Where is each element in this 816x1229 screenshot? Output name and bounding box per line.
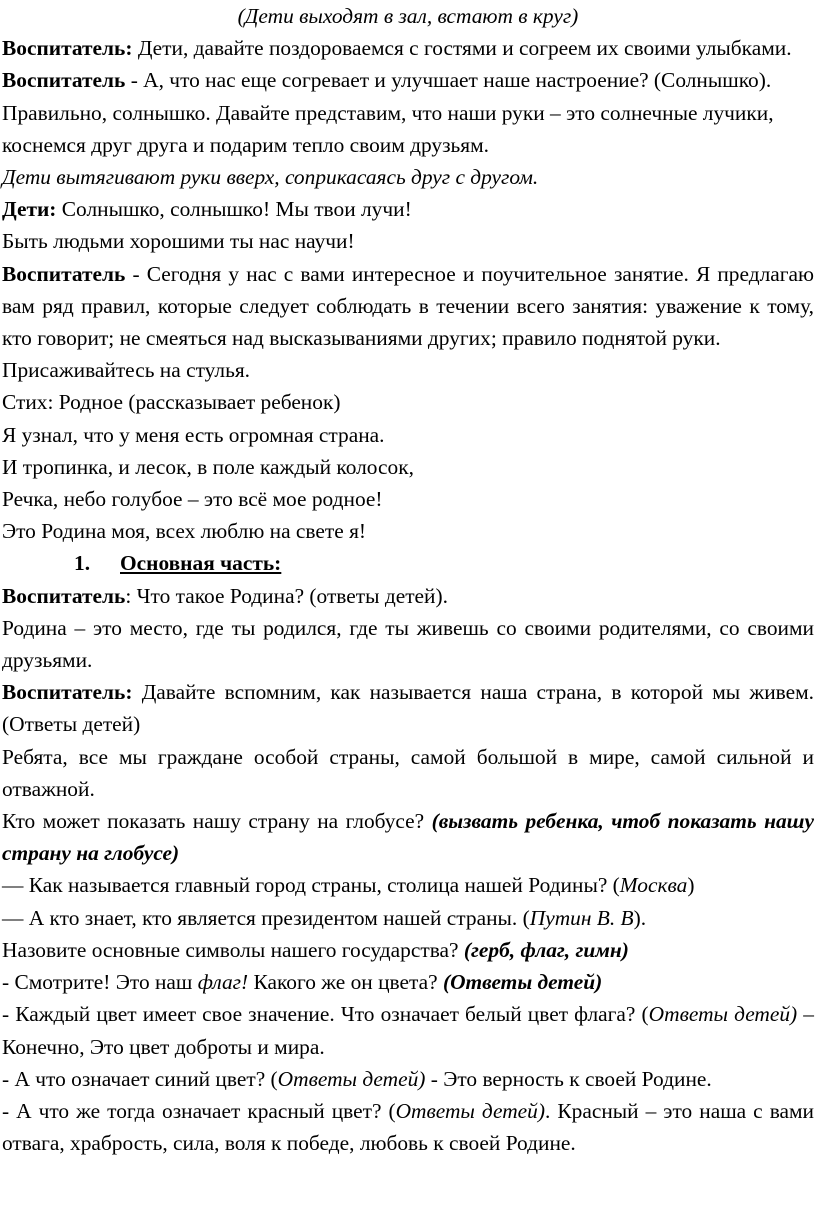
line-text: Ребята, все мы граждане особой страны, самой большой в мире, самой сильной и отважной. <box>2 744 814 801</box>
line-text: Речка, небо голубое – это всё мое родное! <box>2 487 383 512</box>
speech-text: Солнышко, солнышко! Мы твои лучи! <box>56 197 412 222</box>
line-text: - Смотрите! Это наш <box>2 970 198 995</box>
line-text: Кто может показать нашу страну на глобусе? <box>2 809 432 834</box>
answer-text: Ответы детей) <box>277 1066 426 1091</box>
paragraph-line <box>2 354 814 386</box>
paragraph-president <box>2 902 814 934</box>
line-text: - Каждый цвет имеет свое значение. Что означает белый цвет флага? ( <box>2 1002 649 1027</box>
stage-text: (вызвать ребенка, чтоб показать нашу страну на глобусе) <box>2 809 814 866</box>
speech-text: Дети, давайте поздороваемся с гостями и согреем их своими улыбками. <box>132 36 792 61</box>
speaker-label: Воспитатель <box>2 583 126 608</box>
line-text: - А что же тогда означает красный цвет? ( <box>2 1098 396 1123</box>
speech-text: : Что такое Родина? (ответы детей). <box>125 583 448 608</box>
paragraph-blue <box>2 1063 814 1095</box>
paragraph-rules <box>2 258 814 355</box>
paragraph-children <box>2 193 814 225</box>
paragraph-definition <box>2 612 814 676</box>
line-text: Я узнал, что у меня есть огромная страна. <box>2 422 385 447</box>
line-text: Быть людьми хорошими ты нас научи! <box>2 229 355 254</box>
paragraph-white <box>2 998 814 1062</box>
paragraph-flag <box>2 966 814 998</box>
paragraph-red <box>2 1095 814 1159</box>
heading-number: 1. <box>74 551 91 576</box>
line-text: Стих: Родное (рассказывает ребенок) <box>2 390 341 415</box>
line-tail: ). <box>633 905 647 930</box>
line-tail: ) <box>687 873 695 898</box>
line-text: Это Родина моя, всех люблю на свете я! <box>2 519 367 544</box>
poem-line <box>2 451 814 483</box>
section-heading <box>2 547 814 579</box>
stage-text: (герб, флаг, гимн) <box>463 937 629 962</box>
speaker-label: Воспитатель: <box>2 36 133 61</box>
line-text: — Как называется главный город страны, столица нашей Родины? ( <box>2 873 620 898</box>
speech-text: - А, что нас еще согревает и улучшает наше настроение? (Солнышко). Правильно, солнышко. Давайте представим, что наши руки – это солнечные лучики, коснемся друг друга и подарим тепло своим друзьям. <box>2 68 774 157</box>
line-text: — А кто знает, кто является президентом нашей страны. ( <box>2 905 530 930</box>
paragraph-citizens <box>2 741 814 805</box>
stage-direction <box>2 161 814 193</box>
speaker-label: Дети: <box>2 197 57 222</box>
heading-title: Основная часть: <box>120 551 282 576</box>
speaker-label: Воспитатель: <box>2 680 133 705</box>
paragraph-greeting <box>2 32 814 64</box>
poem-line <box>2 419 814 451</box>
paragraph-question <box>2 580 814 612</box>
line-text: Присаживайтесь на стулья. <box>2 358 251 383</box>
poem-line <box>2 483 814 515</box>
answer-text: Ответы детей) <box>395 1098 545 1123</box>
answer-text: Ответы детей) <box>648 1002 798 1027</box>
paragraph-country <box>2 676 814 740</box>
answer-text: Москва <box>619 873 688 898</box>
paragraph-symbols <box>2 934 814 966</box>
answer-text: Путин В. В <box>529 905 634 930</box>
speech-text: - Сегодня у нас с вами интересное и поучительное занятие. Я предлагаю вам ряд правил, которые следует соблюдать в течении всего занятия: уважение к тому, кто говорит; не смеяться над высказываниями других; правило поднятой руки. <box>2 261 814 351</box>
line-tail: - Это верность к своей Родине. <box>425 1066 712 1091</box>
paragraph-line <box>2 225 814 257</box>
speech-text: Давайте вспомним, как называется наша страна, в которой мы живем. (Ответы детей) <box>2 680 814 737</box>
line-text: - А что означает синий цвет? ( <box>2 1066 278 1091</box>
poem-line <box>2 515 814 547</box>
line-text-2: Какого же он цвета? <box>248 970 443 995</box>
line-text: И тропинка, и лесок, в поле каждый колосок, <box>2 454 414 479</box>
line-text: Назовите основные символы нашего государства? <box>2 937 464 962</box>
paragraph-capital <box>2 869 814 901</box>
stage-text: (Ответы детей) <box>442 970 603 995</box>
paragraph-sun <box>2 64 814 161</box>
stage-direction <box>2 0 814 32</box>
line-tail: – Конечно, Это цвет доброты и мира. <box>2 1002 815 1059</box>
line-tail: . Красный – это наша с вами отвага, храбрость, сила, воля к победе, любовь к своей Родине. <box>2 1098 814 1156</box>
paragraph-globe <box>2 805 814 869</box>
line-text: Родина – это место, где ты родился, где ты живешь со своими родителями, со своими друзьями. <box>2 615 814 673</box>
speaker-label: Воспитатель <box>2 68 126 93</box>
emphasis-text: флаг! <box>197 970 249 995</box>
stage-text: (Дети выходят в зал, встают в круг) <box>237 4 579 28</box>
stage-text: Дети вытягивают руки вверх, соприкасаясь друг с другом. <box>2 165 539 190</box>
poem-title <box>2 386 814 418</box>
speaker-label: Воспитатель <box>2 261 126 286</box>
